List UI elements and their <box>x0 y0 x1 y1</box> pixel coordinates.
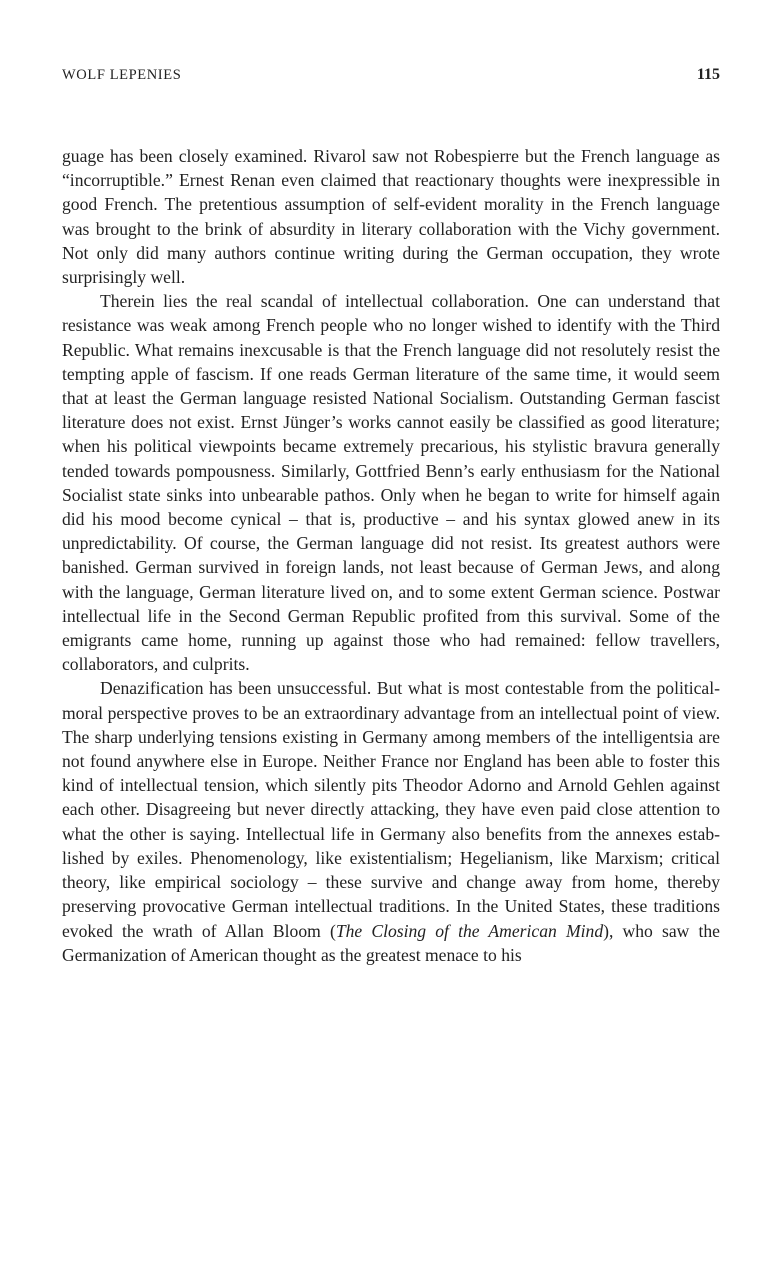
book-page <box>62 66 720 967</box>
body-text <box>62 144 720 967</box>
paragraph-3 <box>62 676 720 966</box>
paragraph-3-text-before: Denazification has been unsuccessful. But what is most contestable from the political-moral perspective proves to be an extraordinary advantage from an intellectual point of view. The sharp underlying tensions existing in Germany among members of the intelligentsia are not found anywhere else in Europe. Neither France nor England has been able to foster this kind of intellectual tension, which silently pits Theodor Adorno and Arnold Gehlen against each other. Disagreeing but never directly attacking, they have even paid close attention to what the other is saying. Intellectual life in Germany also benefits from the annexes established by exiles. Phenomenology, like existentialism; Hegelianism, like Marxism; critical theory, like empirical sociology – these survive and change away from home, thereby preserving provocative German intellectual traditions. In the United States, these traditions evoked the wrath of Allan Bloom ( <box>62 678 720 941</box>
paragraph-2: Therein lies the real scandal of intellectual collaboration. One can understand that resistance was weak among French people who no longer wished to identify with the Third Republic. What remains inexcusable is that the French language did not resolutely resist the tempting apple of fascism. If one reads German literature of the same time, it would seem that at least the German language resisted National Socialism. Outstanding German fascist literature does not exist. Ernst Jünger’s works cannot easily be classified as good literature; when his political viewpoints became extremely precarious, his stylistic bravura generally tended towards pompousness. Similarly, Gottfried Benn’s early enthusiasm for the National Socialist state sinks into unbearable pathos. Only when he began to write for himself again did his mood become cynical – that is, productive – and his syntax glowed anew in its unpredictability. Of course, the German language did not resist. Its greatest authors were banished. German survived in foreign lands, not least because of German Jews, and along with the language, German literature lived on, and to some extent German science. Postwar intellectual life in the Second German Republic profited from this survival. Some of the emigrants came home, running up against those who had remained: fellow travellers, collaborators, and culprits. <box>62 291 720 675</box>
book-title-italic: The Closing of the American Mind <box>335 920 604 941</box>
running-head-author: WOLF LEPENIES <box>62 67 182 83</box>
paragraph-3-text-after: ), who saw the Germanization of American thought as the greatest menace to his <box>62 920 720 965</box>
running-head <box>62 66 720 96</box>
page-number: 115 <box>696 66 720 83</box>
paragraph-1: guage has been closely examined. Rivarol saw not Robespierre but the French language as “incorruptible.” Ernest Renan even claimed that reactionary thoughts were inexpressible in good French. The pretentious assumption of self-evident morality in the French language was brought to the brink of absurdity in literary collaboration with the Vichy government. Not only did many authors continue writing during the German occupation, they wrote surprisingly well. <box>62 146 720 288</box>
